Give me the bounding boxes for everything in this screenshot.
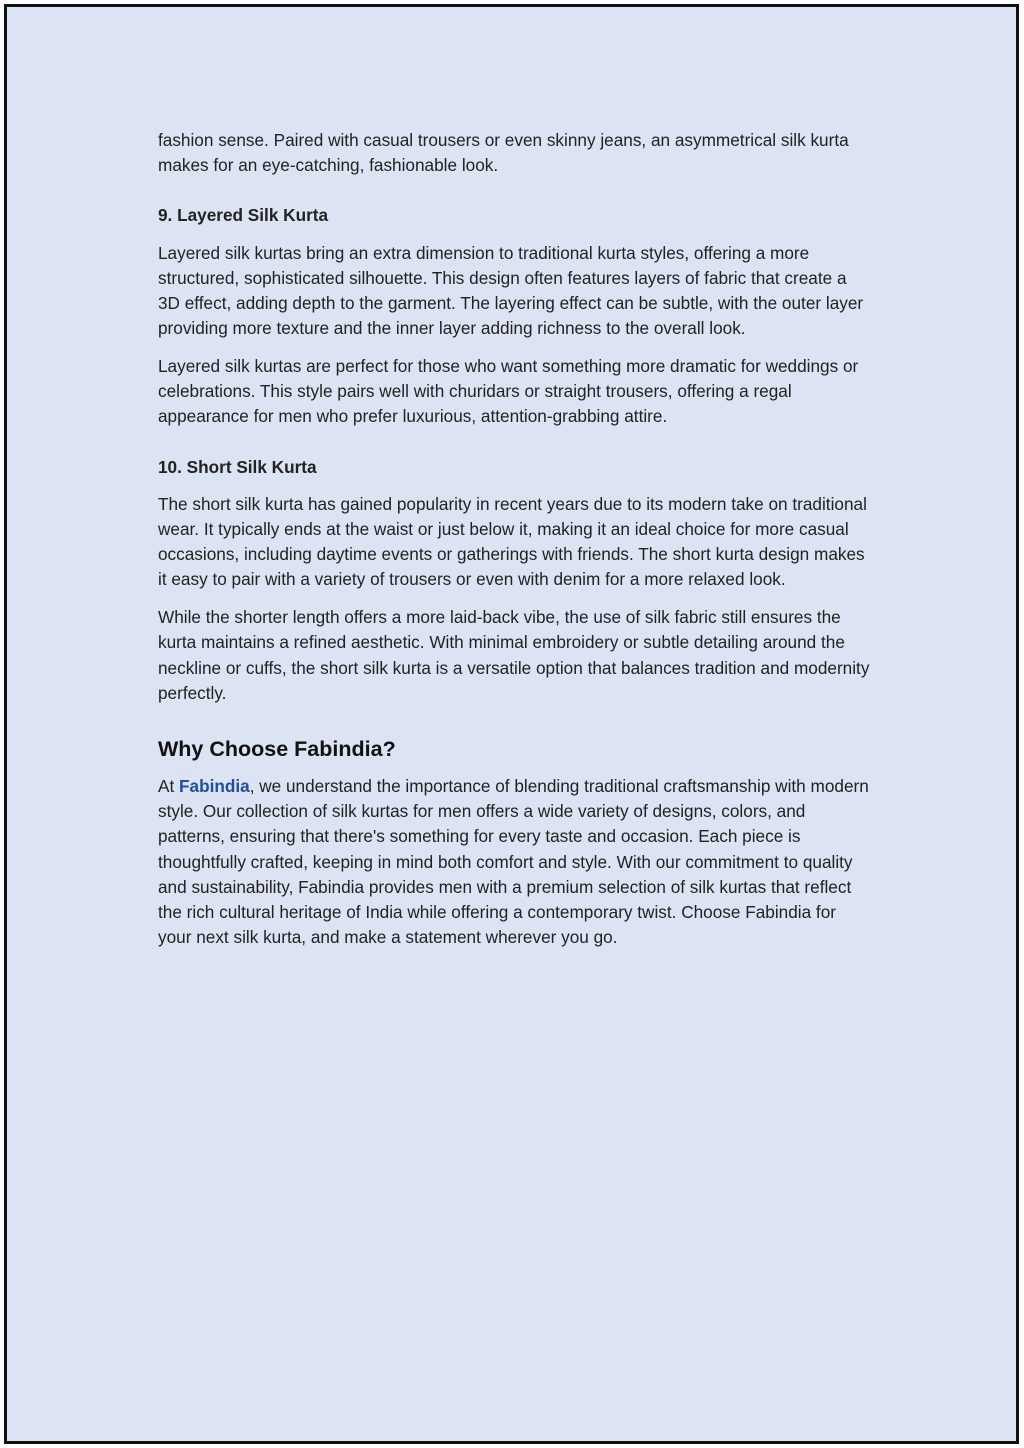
short-kurta-paragraph-1: The short silk kurta has gained popularity in recent years due to its modern take on traditional wear. It typically ends at the waist or just below it, making it an ideal choice for more casual occasions, including daytime events or gatherings with friends. The short kurta design makes it easy to pair with a variety of trousers or even with denim for a more relaxed look. (158, 493, 867, 590)
document-page (4, 4, 1019, 1444)
intro-paragraph: fashion sense. Paired with casual trousers or even skinny jeans, an asymmetrical silk kurta makes for an eye-catching, fashionable look. (158, 130, 849, 176)
why-choose-heading: Why Choose Fabindia? (158, 737, 396, 762)
document-body (158, 128, 873, 963)
fabindia-link[interactable]: Fabindia (179, 776, 250, 797)
layered-kurta-paragraph-1: Layered silk kurtas bring an extra dimension to traditional kurta styles, offering a more structured, sophisticated silhouette. This design often features layers of fabric that create a 3D effect, adding depth to the garment. The layering effect can be subtle, with the outer layer providing more texture and the inner layer adding richness to the overall look. (158, 242, 864, 339)
section-heading-layered-silk-kurta: 9. Layered Silk Kurta (158, 205, 329, 226)
why-prefix-text: At (158, 776, 180, 797)
layered-kurta-paragraph-2: Layered silk kurtas are perfect for those who want something more dramatic for weddings or celebrations. This style pairs well with churidars or straight trousers, offering a regal appearance for men who prefer luxurious, attention-grabbing attire. (158, 356, 859, 427)
section-heading-short-silk-kurta: 10. Short Silk Kurta (158, 456, 317, 477)
why-choose-paragraph (158, 774, 873, 950)
short-kurta-paragraph-2: While the shorter length offers a more laid-back vibe, the use of silk fabric still ensures the kurta maintains a refined aesthetic. With minimal embroidery or subtle detailing around the neckline or cuffs, the short silk kurta is a versatile option that balances tradition and modernity perfectly. (158, 607, 870, 703)
why-body-text: , we understand the importance of blending traditional craftsmanship with modern style. Our collection of silk kurtas for men offers a wide variety of designs, colors, and patterns, ensuring that there's something for every taste and occasion. Each piece is thoughtfully crafted, keeping in mind both comfort and style. With our commitment to quality and sustainability, Fabindia provides men with a premium selection of silk kurtas that reflect the rich cultural heritage of India while offering a contemporary twist. Choose Fabindia for your next silk kurta, and make a statement wherever you go. (158, 776, 869, 948)
